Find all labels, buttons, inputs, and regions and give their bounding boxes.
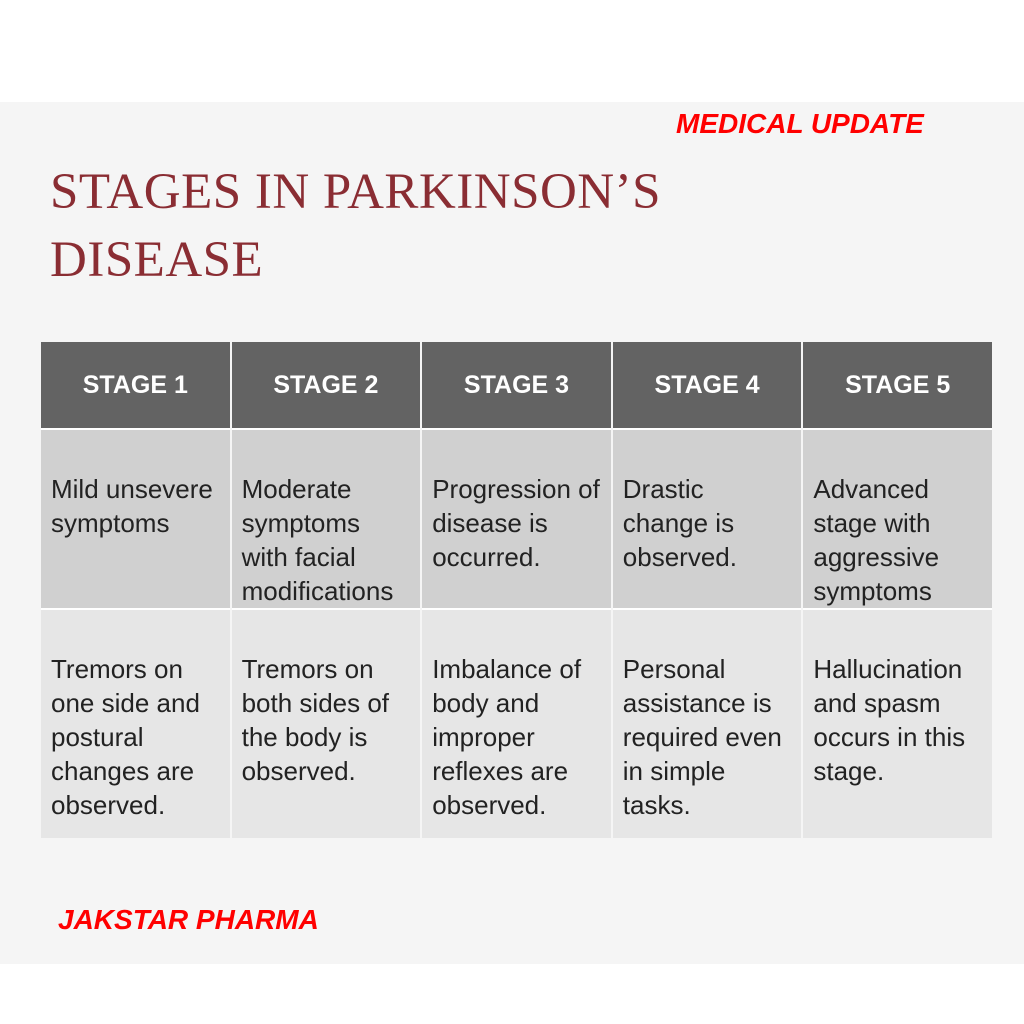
table-cell: Tremors on one side and postural changes are observed.	[41, 610, 230, 838]
header-stage-3: STAGE 3	[422, 342, 611, 430]
table-cell: Moderate symptoms with facial modifications	[232, 430, 421, 610]
header-stage-4: STAGE 4	[613, 342, 802, 430]
table-cell: Hallucination and spasm occurs in this stage.	[803, 610, 992, 838]
table-row-severity	[41, 430, 992, 610]
table-cell: Imbalance of body and improper reflexes are observed.	[422, 610, 611, 838]
table-row-symptoms	[41, 610, 992, 838]
table-cell: Progression of disease is occurred.	[422, 430, 611, 610]
table-cell: Tremors on both sides of the body is observed.	[232, 610, 421, 838]
medical-update-label: MEDICAL UPDATE	[676, 108, 924, 139]
table-cell: Mild unsevere symptoms	[41, 430, 230, 610]
jakstar-pharma-label: JAKSTAR PHARMA	[58, 904, 319, 935]
page-title: STAGES IN PARKINSON’S DISEASE	[50, 164, 661, 288]
header-stage-1: STAGE 1	[41, 342, 230, 430]
table-cell: Advanced stage with aggressive symptoms	[803, 430, 992, 610]
header-stage-5: STAGE 5	[803, 342, 992, 430]
table-cell: Personal assistance is required even in simple tasks.	[613, 610, 802, 838]
header-stage-2: STAGE 2	[232, 342, 421, 430]
table-header-row	[41, 342, 992, 430]
table-cell: Drastic change is observed.	[613, 430, 802, 610]
stages-table	[39, 342, 994, 838]
